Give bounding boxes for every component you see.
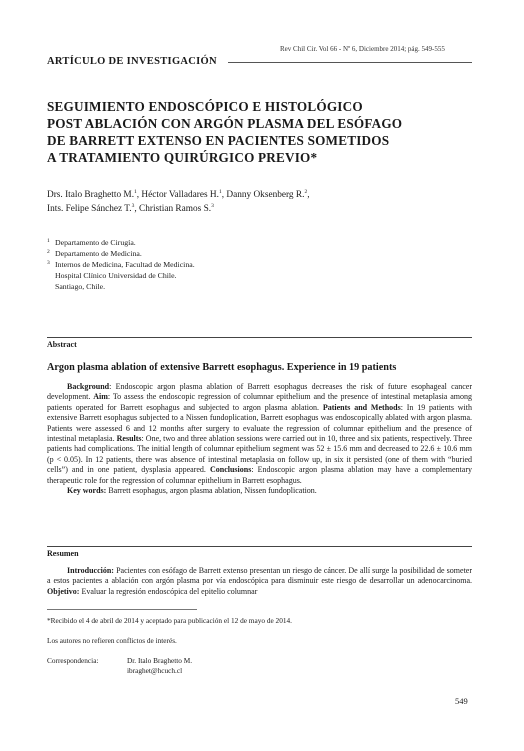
- methods-label: Patients and Methods: [322, 402, 401, 412]
- keywords-label: Key words:: [67, 486, 107, 496]
- author-name: Drs. Italo Braghetto M.: [47, 190, 135, 200]
- title-line: A TRATAMIENTO QUIRÚRGICO PREVIO*: [47, 150, 318, 165]
- section-rule: [228, 62, 472, 63]
- affiliations: [47, 237, 377, 292]
- results-text: : One, two and three ablation sessions were carried out in 10, three and six patients, respectively. Three patients had complications. The initial length of columnar epithelium segment was 52 ± 15.6 mm and decreased to 22.6 ± 10.6 mm (p < 0.05). In 12 patients, there was absence of intestinal metaplasia on follow up, in six it persisted (one of them with “buried cells”) and in one patient, dysplasia appeared.: [47, 434, 472, 475]
- affiliation-text: Departamento de Cirugía.: [55, 238, 136, 247]
- abstract-body: [47, 382, 472, 496]
- correspondence-label: Correspondencia:: [47, 656, 99, 665]
- methods-text: : In 19 patients with extensive Barrett esophagus subjected to a Nissen fundoplication, Barrett esophagus was endoscopically ablated with argon plasma. Patients were assessed 6 and 12 months after surgery to evaluate the regression of columnar epithelium and the presence of intestinal metaplasia.: [47, 402, 472, 444]
- footnote-divider: [47, 609, 197, 610]
- section-label: ARTÍCULO DE INVESTIGACIÓN: [47, 56, 217, 67]
- affiliation-item: [47, 237, 377, 248]
- author-list: [47, 188, 477, 216]
- correspondence-name: Dr. Italo Braghetto M.: [127, 656, 193, 665]
- affiliation-institution: Hospital Clínico Universidad de Chile.: [55, 271, 177, 280]
- objetivo-text: Evaluar la regresión endoscópica del epitelio columnar: [79, 586, 258, 596]
- results-label: Results: [116, 434, 142, 444]
- title-line: SEGUIMIENTO ENDOSCÓPICO E HISTOLÓGICO: [47, 99, 363, 114]
- received-note: *Recibido el 4 de abril de 2014 y aceptado para publicación el 12 de mayo de 2014.: [47, 616, 292, 625]
- affiliation-text: Internos de Medicina, Facultad de Medicina.: [55, 260, 195, 269]
- affiliation-item: [47, 248, 377, 259]
- intro-label: Introducción:: [67, 566, 114, 575]
- intro-text: Pacientes con esófago de Barrett extenso presentan un riesgo de cáncer. De allí surge la posibilidad de someter a estos pacientes a ablación con argón plasma por vía endoscópica para disminuir este riesgo de desarrollar un adenocarcinoma.: [47, 566, 472, 586]
- resumen-paragraph: [47, 566, 472, 597]
- abstract-divider: [47, 337, 472, 338]
- conclusions-text: : Endoscopic argon plasma ablation may have a complementary therapeutic role for the regression of columnar epithelium in Barrett esophagus.: [47, 465, 472, 485]
- page-number: 549: [455, 696, 468, 706]
- author-affiliation-mark: 3: [211, 202, 214, 209]
- author-name: Ints. Felipe Sánchez T.: [47, 204, 132, 214]
- affiliation-text: Departamento de Medicina.: [55, 249, 142, 258]
- correspondence-email[interactable]: ibraghet@hcuch.cl: [127, 666, 183, 675]
- affiliation-item: [47, 259, 377, 270]
- article-title: [47, 98, 477, 166]
- title-line: DE BARRETT EXTENSO EN PACIENTES SOMETIDOS: [47, 133, 390, 148]
- objetivo-label: Objetivo:: [47, 586, 80, 596]
- resumen-divider: [47, 546, 472, 547]
- author-name: Héctor Valladares H.: [141, 190, 219, 200]
- author-name: Christian Ramos S.: [139, 204, 212, 214]
- abstract-paragraph: [47, 382, 472, 486]
- background-text: : Endoscopic argon plasma ablation of Barrett esophagus decreases the risk of future esophageal cancer development.: [47, 382, 472, 402]
- abstract-title: Argon plasma ablation of extensive Barrett esophagus. Experience in 19 patients: [47, 362, 397, 373]
- conclusions-label: Conclusions: [209, 465, 252, 475]
- journal-reference: Rev Chil Cir. Vol 66 - Nº 6, Diciembre 2014; pág. 549-555: [280, 45, 445, 53]
- author-affiliation-mark: 3: [131, 202, 135, 209]
- author-affiliation-mark: 2: [304, 188, 308, 195]
- correspondence-details: [127, 656, 192, 676]
- footnotes: [47, 616, 472, 676]
- resumen-heading: Resumen: [47, 549, 79, 558]
- background-label: Background: [67, 382, 110, 391]
- correspondence: [47, 656, 472, 676]
- affiliation-number: 2: [47, 249, 50, 255]
- author-affiliation-mark: 1: [218, 188, 222, 195]
- affiliation-number: 1: [47, 238, 50, 244]
- title-line: POST ABLACIÓN CON ARGÓN PLASMA DEL ESÓFAGO: [47, 116, 403, 131]
- abstract-heading: Abstract: [47, 340, 77, 349]
- author-affiliation-mark: 1: [134, 188, 137, 195]
- author-line: Drs. Italo Braghetto M.$^1$, Héctor Valladares H.$^1$, Danny Oksenberg R.$^2$,: [47, 188, 310, 200]
- resumen-body: [47, 566, 472, 597]
- conflicts-note: Los autores no refieren conflictos de interés.: [47, 636, 177, 645]
- keywords-text: Barrett esophagus, argon plasma ablation, Nissen fundoplication.: [106, 486, 317, 496]
- author-name: Danny Oksenberg R.: [226, 190, 305, 200]
- author-line: Ints. Felipe Sánchez T.$^3$, Christian Ramos S.$^3$: [47, 202, 214, 214]
- aim-text: : To assess the endoscopic regression of columnar epithelium and the presence of intestinal metaplasia among patients operated for Barrett esophagus and subjected to argon plasma ablation.: [47, 392, 472, 412]
- affiliation-number: 3: [47, 260, 50, 266]
- affiliation-location: Santiago, Chile.: [55, 282, 106, 291]
- aim-label: Aim: [93, 392, 108, 402]
- keywords: [47, 486, 472, 496]
